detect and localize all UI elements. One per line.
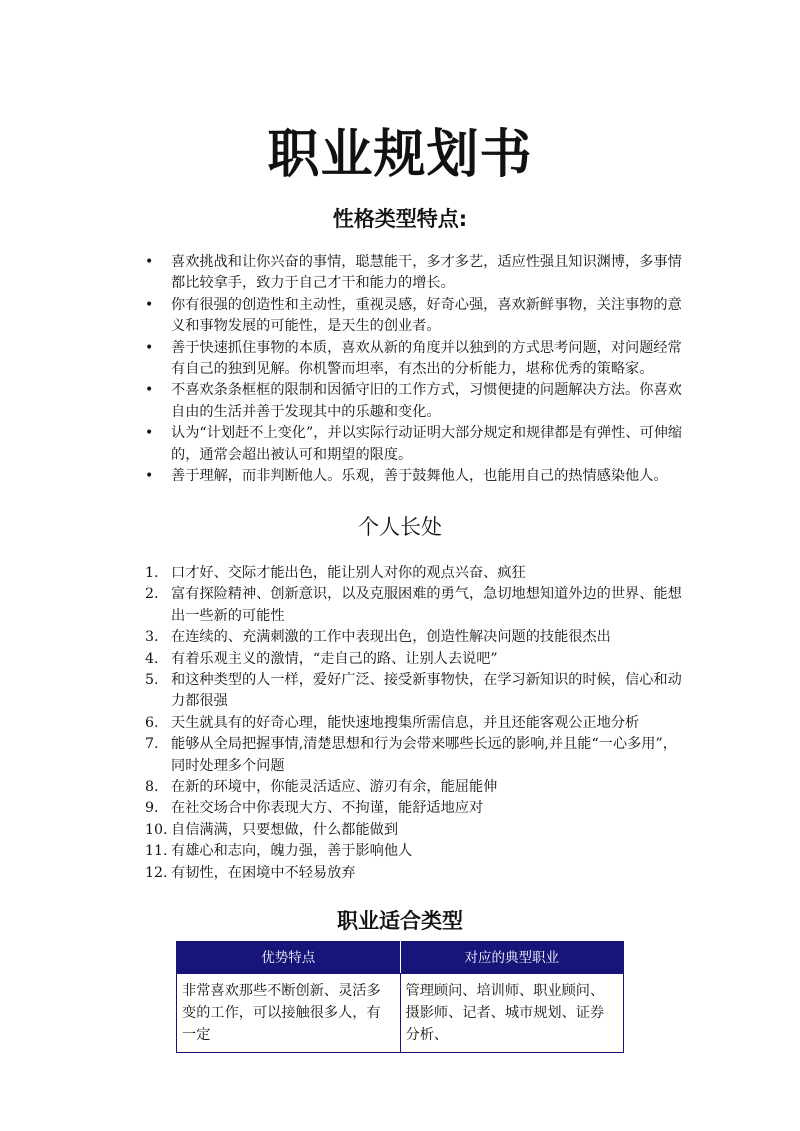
column-header-strength: 优势特点	[177, 942, 401, 974]
list-item	[145, 670, 685, 713]
list-item: • 善于快速抓住事物的本质，喜欢从新的角度并以独到的方式思考问题，对问题经常有自己的独到见解。你机警而坦率，有杰出的分析能力，堪称优秀的策略家。	[145, 338, 685, 381]
item-text: 和这种类型的人一样，爱好广泛、接受新事物快，在学习新知识的时候，信心和动力都很强	[171, 672, 682, 710]
list-item	[145, 820, 685, 841]
item-text: 自信满满，只要想做，什么都能做到	[171, 821, 399, 838]
list-item	[145, 863, 685, 884]
item-text: 在社交场合中你表现大方、不拘谨，能舒适地应对	[171, 800, 484, 817]
item-number: 11.	[145, 843, 168, 860]
career-table	[176, 941, 624, 1053]
list-item: • 认为“计划赶不上变化”，并以实际行动证明大部分规定和规律都是有弹性、可伸缩的，通常会超出被认可和期望的限度。	[145, 423, 685, 466]
personality-list	[145, 252, 685, 487]
table-cell: 管理顾问、培训师、职业顾问、摄影师、记者、城市规划、证券分析、	[400, 974, 624, 1053]
item-text: 有雄心和志向，魄力强，善于影响他人	[171, 843, 413, 860]
list-item	[145, 798, 685, 819]
item-number: 9.	[145, 800, 159, 817]
item-text: 口才好、交际才能出色，能让别人对你的观点兴奋、疯狂	[171, 565, 526, 581]
item-number: 4.	[145, 650, 159, 667]
career-heading: 职业适合类型	[337, 909, 463, 933]
list-item	[145, 649, 685, 670]
strengths-list	[145, 563, 685, 884]
list-item: • 不喜欢条条框框的限制和因循守旧的工作方式，习惯便捷的问题解决方法。你喜欢自由的生活并善于发现其中的乐趣和变化。	[145, 380, 685, 423]
document-title: 职业规划书	[267, 125, 533, 185]
personality-heading: 性格类型特点:	[332, 207, 468, 231]
list-item	[145, 713, 685, 734]
item-text: 有着乐观主义的激情，“走自己的路、让别人去说吧”	[171, 650, 498, 667]
table-header-row	[177, 942, 624, 974]
item-number: 5.	[145, 672, 159, 689]
list-item	[145, 777, 685, 798]
list-item: • 你有很强的创造性和主动性，重视灵感，好奇心强，喜欢新鲜事物，关注事物的意义和事物发展的可能性，是天生的创业者。	[145, 295, 685, 338]
item-text: 富有探险精神、创新意识，以及克服困难的勇气，急切地想知道外边的世界、能想出一些新的可能性	[171, 586, 682, 624]
table-row	[177, 974, 624, 1053]
list-item: • 善于理解，而非判断他人。乐观，善于鼓舞他人，也能用自己的热情感染他人。	[145, 466, 685, 487]
item-number: 12.	[145, 864, 168, 881]
item-text: 有韧性，在困境中不轻易放弃	[171, 864, 356, 881]
table-cell: 非常喜欢那些不断创新、灵活多变的工作，可以接触很多人，有一定	[177, 974, 401, 1053]
strengths-heading: 个人长处	[358, 515, 442, 539]
item-number: 8.	[145, 779, 159, 796]
item-number: 7.	[145, 736, 159, 753]
item-number: 1.	[145, 565, 159, 581]
list-item	[145, 584, 685, 627]
list-item	[145, 627, 685, 648]
item-number: 3.	[145, 629, 159, 646]
item-number: 2.	[145, 586, 159, 603]
item-number: 6.	[145, 714, 159, 731]
list-item	[145, 734, 685, 777]
list-item: • 喜欢挑战和让你兴奋的事情，聪慧能干，多才多艺，适应性强且知识渊博，多事情都比较拿手，致力于自己才干和能力的增长。	[145, 252, 685, 295]
item-text: 在连续的、充满刺激的工作中表现出色，创造性解决问题的技能很杰出	[171, 629, 611, 646]
column-header-job: 对应的典型职业	[400, 942, 624, 974]
item-text: 在新的环境中，你能灵活适应、游刃有余，能屈能伸	[171, 779, 498, 796]
list-item	[145, 563, 685, 584]
item-text: 天生就具有的好奇心理，能快速地搜集所需信息，并且还能客观公正地分析	[171, 714, 640, 731]
item-text: 能够从全局把握事情,清楚思想和行为会带来哪些长远的影响,并且能“一心多用”，同时处理多个问题	[171, 736, 677, 774]
list-item	[145, 841, 685, 862]
item-number: 10.	[145, 821, 168, 838]
